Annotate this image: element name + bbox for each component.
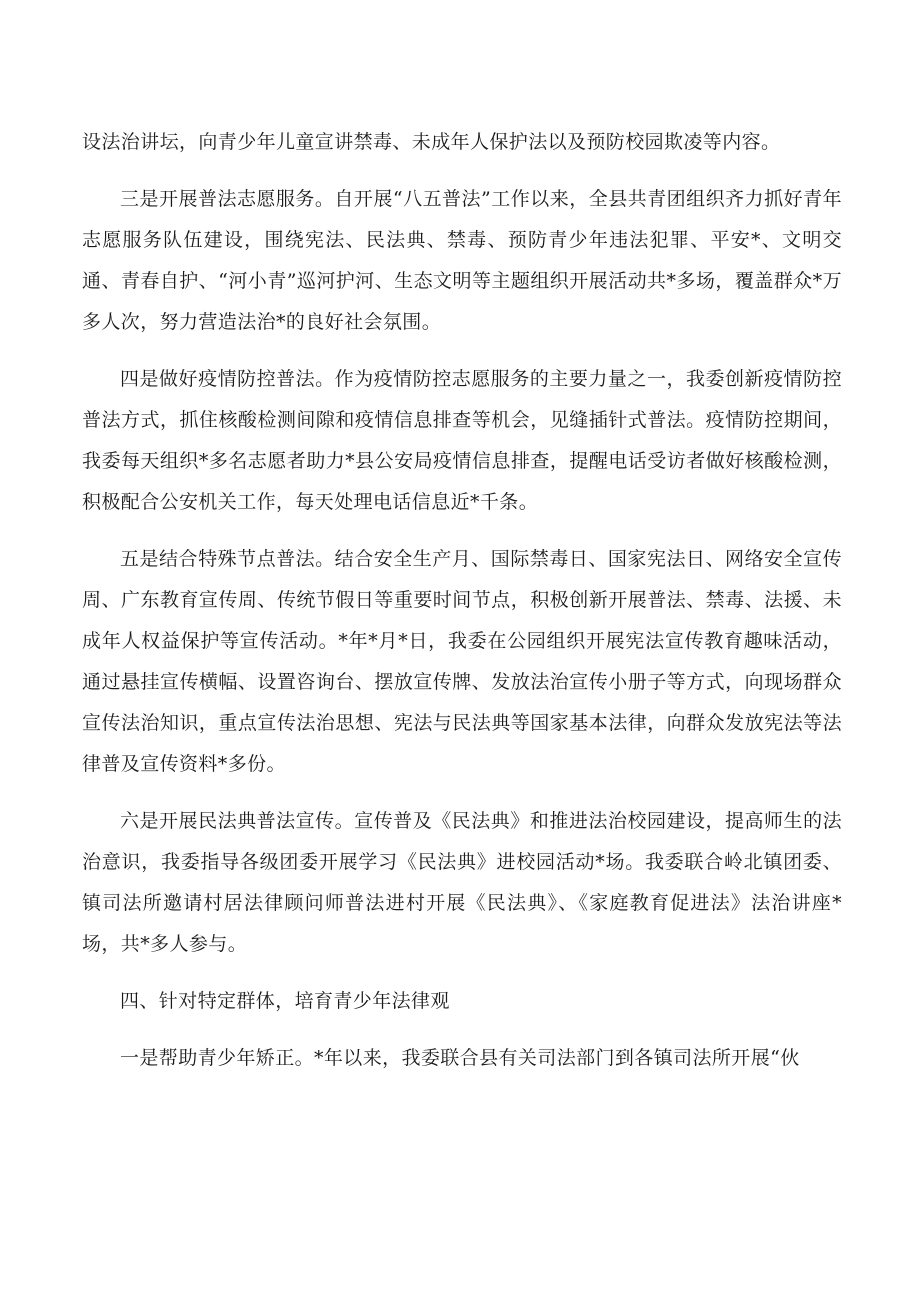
paragraph-civil-code: 六是开展民法典普法宣传。宣传普及《民法典》和推进法治校园建设，提高师生的法治意识，我委指导各级团委开展学习《民法典》进校园活动*场。我委联合岭北镇团委、镇司法所邀请村居法律顾问师普法进村开展《民法典》、《家庭教育促进法》法治讲座*场，共*多人参与。 [82, 810, 842, 955]
section-heading: 四、针对特定群体，培育青少年法律观 [120, 990, 450, 1012]
paragraph-epidemic-prevention: 四是做好疫情防控普法。作为疫情防控志愿服务的主要力量之一，我委创新疫情防控普法方式，抓住核酸检测间隙和疫情信息排查等机会，见缝插针式普法。疫情防控期间，我委每天组织*多名志愿者助力*县公安局疫情信息排查，提醒电话受访者做好核酸检测，积极配合公安机关工作，每天处理电话信息近*千条。 [82, 368, 842, 513]
paragraph-continued: 设法治讲坛，向青少年儿童宣讲禁毒、未成年人保护法以及预防校园欺凌等内容。 [82, 131, 781, 153]
paragraph-youth-correction: 一是帮助青少年矫正。*年以来，我委联合县有关司法部门到各镇司法所开展“伙 [120, 1047, 800, 1069]
paragraph-volunteer-service: 三是开展普法志愿服务。自开展“八五普法”工作以来，全县共青团组织齐力抓好青年志愿服务队伍建设，围绕宪法、民法典、禁毒、预防青少年违法犯罪、平安*、文明交通、青春自护、“河小青”巡河护河、生态文明等主题组织开展活动共*多场，覆盖群众*万多人次，努力营造法治*的良好社会氛围。 [82, 188, 842, 333]
document-body [82, 122, 842, 1095]
paragraph-special-dates: 五是结合特殊节点普法。结合安全生产月、国际禁毒日、国家宪法日、网络安全宣传周、广东教育宣传周、传统节假日等重要时间节点，积极创新开展普法、禁毒、法援、未成年人权益保护等宣传活动。*年*月*日，我委在公园组织开展宪法宣传教育趣味活动，通过悬挂宣传横幅、设置咨询台、摆放宣传牌、发放法治宣传小册子等方式，向现场群众宣传法治知识，重点宣传法治思想、宪法与民法典等国家基本法律，向群众发放宪法等法律普及宣传资料*多份。 [82, 548, 842, 775]
